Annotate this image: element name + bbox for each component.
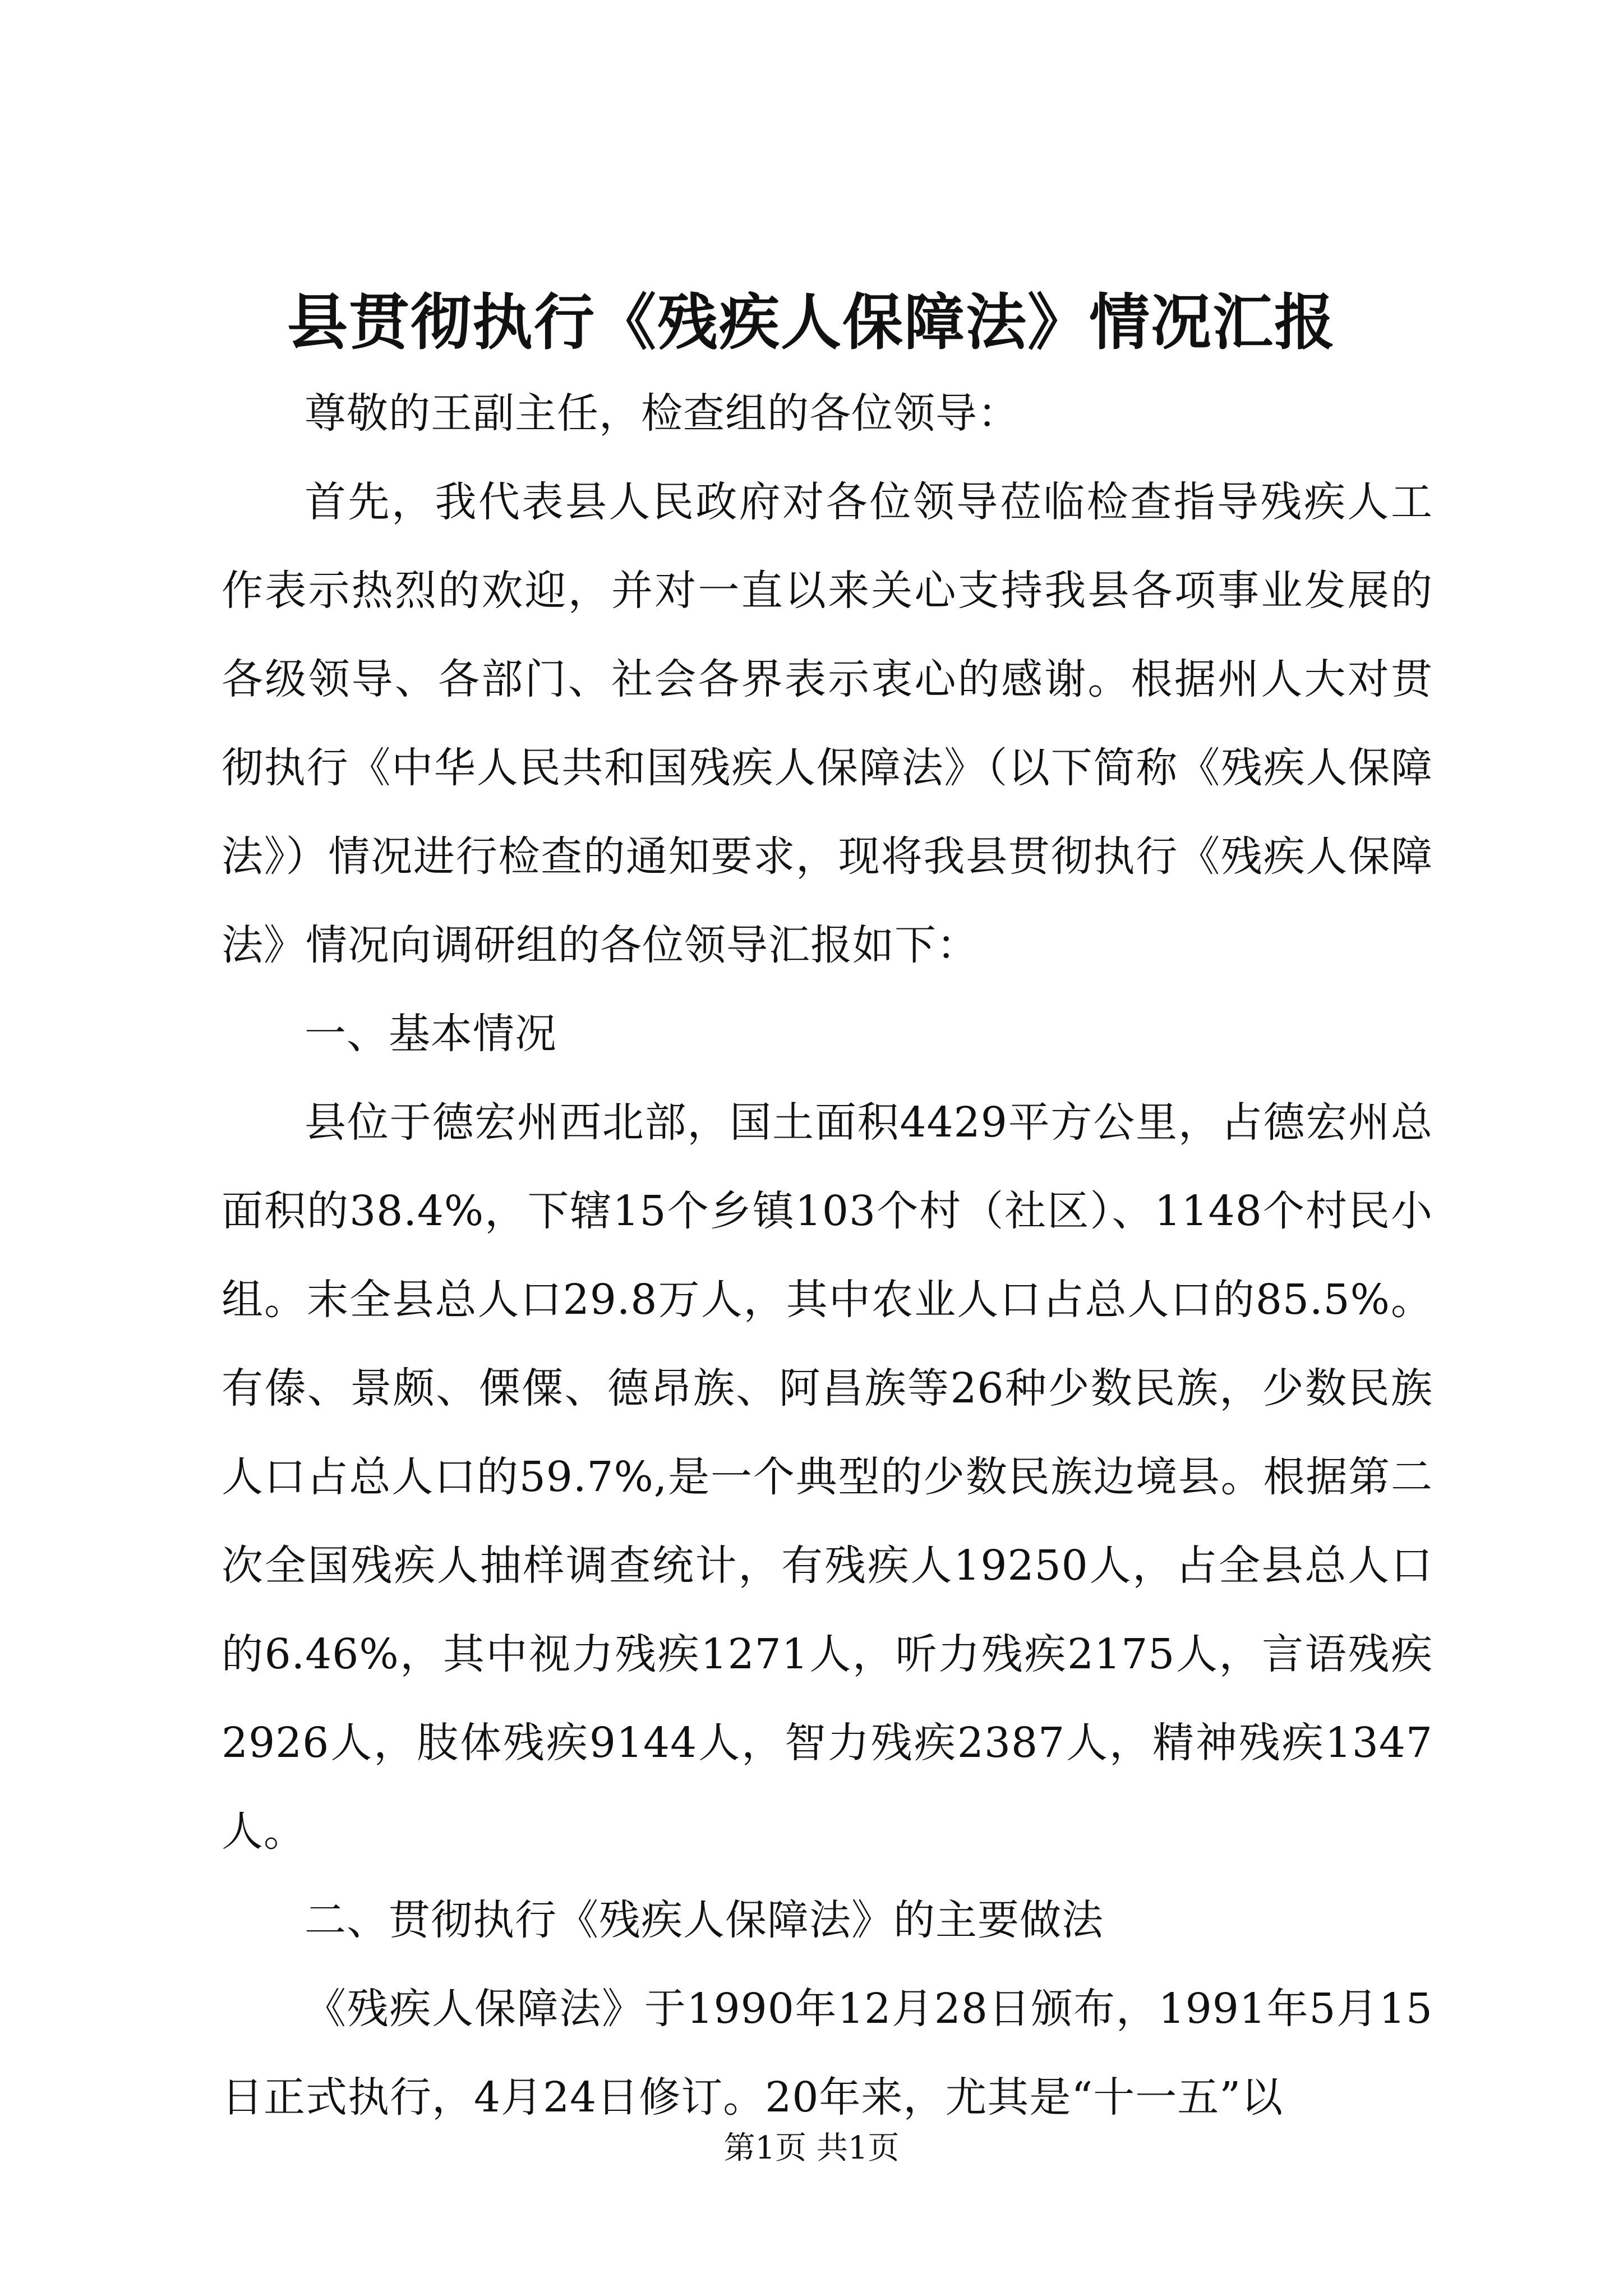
section-heading-basic-situation: 一、基本情况 — [305, 1010, 557, 1058]
section-heading-main-practices: 二、贯彻执行《残疾人保障法》的主要做法 — [305, 1896, 1104, 1944]
document-title: 县贯彻执行《残疾人保障法》情况汇报 — [287, 287, 1336, 358]
main-practices-paragraph: 《残疾人保障法》于1990年12月28日颁布，1991年5月15日正式执行，4月24日修订。20年来，尤其是“十一五”以 — [222, 1985, 1433, 2122]
intro-paragraph: 首先，我代表县人民政府对各位领导莅临检查指导残疾人工作表示热烈的欢迎，并对一直以来关心支持我县各项事业发展的各级领导、各部门、社会各界表示衷心的感谢。根据州人大对贯彻执行《中华人民共和国残疾人保障法》（以下简称《残疾人保障法》）情况进行检查的通知要求，现将我县贯彻执行《残疾人保障法》情况向调研组的各位领导汇报如下： — [222, 478, 1433, 969]
document-body — [222, 369, 1433, 2142]
basic-situation-paragraph: 县位于德宏州西北部，国土面积4429平方公里，占德宏州总面积的38.4%，下辖15个乡镇103个村（社区）、1148个村民小组。末全县总人口29.8万人，其中农业人口占总人口的85.5%。有傣、景颇、傈僳、德昂族、阿昌族等26种少数民族，少数民族人口占总人口的59.7%,是一个典型的少数民族边境县。根据第二次全国残疾人抽样调查统计，有残疾人19250人，占全县总人口的6.46%，其中视力残疾1271人，听力残疾2175人，言语残疾2926人，肢体残疾9144人，智力残疾2387人，精神残疾1347人。 — [222, 1098, 1433, 1856]
salutation: 尊敬的王副主任，检查组的各位领导： — [305, 389, 1020, 438]
page-footer: 第1页 共1页 — [723, 2130, 900, 2166]
